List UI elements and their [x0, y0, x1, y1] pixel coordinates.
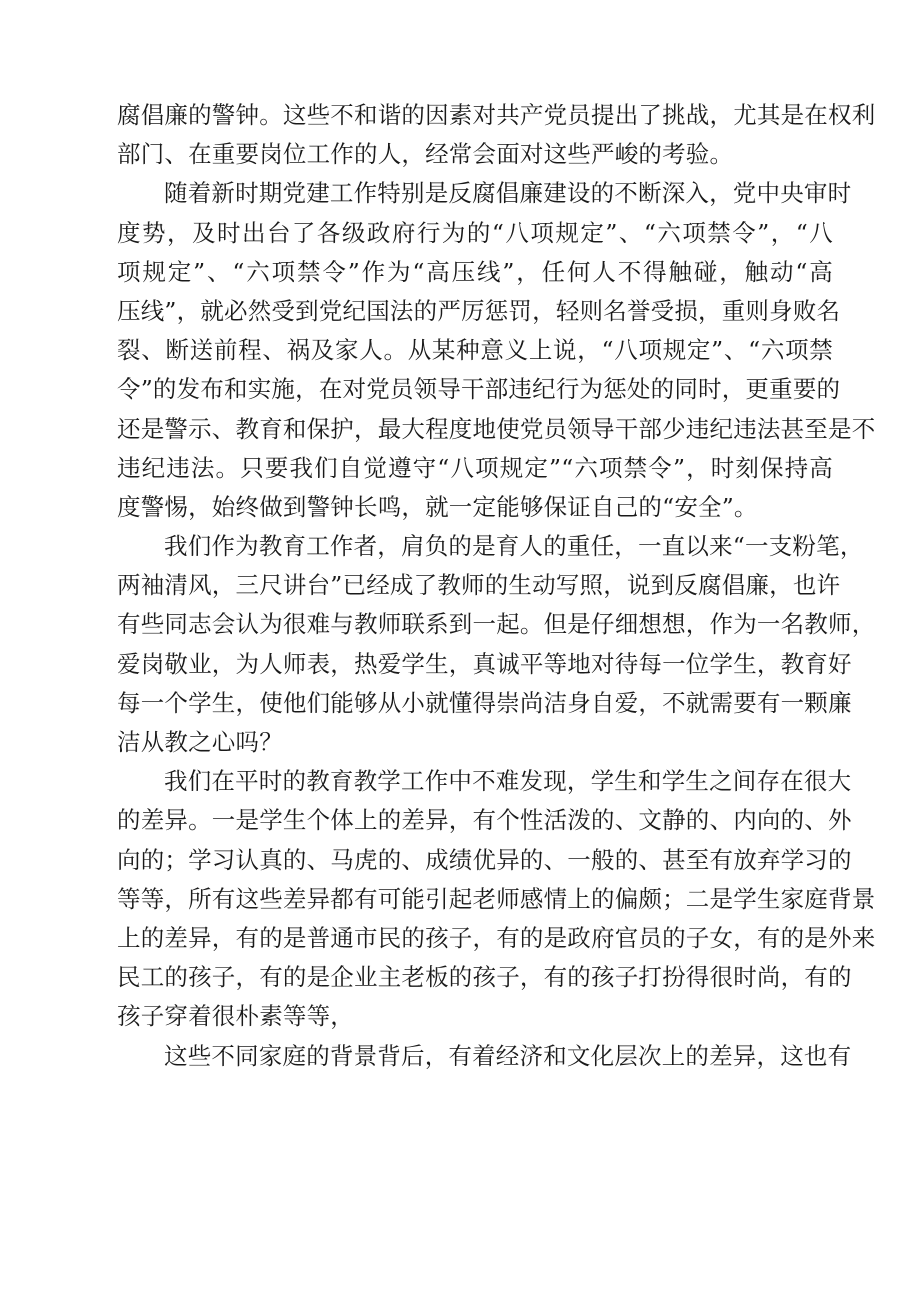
paragraph-start-line: 随着新时期党建工作特别是反腐倡廉建设的不断深入，党中央审时	[164, 179, 852, 208]
paragraph-start-line: 我们作为教育工作者，肩负的是育人的重任，一直以来“一支粉笔，	[164, 532, 864, 561]
text-line: 腐倡廉的警钟。这些不和谐的因素对共产党员提出了挑战，尤其是在权利	[117, 101, 876, 129]
text-line: 每一个学生，使他们能够从小就懂得崇尚洁身自爱，不就需要有一颗廉	[117, 688, 852, 717]
paragraph-end-line: 部门、在重要岗位工作的人，经常会面对这些严峻的考验。	[117, 140, 734, 169]
text-line: 民工的孩子，有的是企业主老板的孩子，有的孩子打扮得很时尚，有的	[117, 963, 852, 992]
text-line: 裂、断送前程、祸及家人。从某种意义上说，“八项规定”、“六项禁	[117, 336, 833, 365]
text-line: 向的；学习认真的、马虎的、成绩优异的、一般的、甚至有放弃学习的	[117, 845, 852, 874]
text-line: 项规定”、“六项禁令”作为“高压线”，任何人不得触碰，触动“高	[117, 257, 833, 286]
text-line: 还是警示、教育和保护，最大程度地使党员领导干部少违纪违法甚至是不	[117, 414, 876, 443]
paragraph-end-line: 孩子穿着很朴素等等，	[117, 1002, 354, 1031]
text-line: 压线”，就必然受到党纪国法的严厉惩罚，轻则名誉受损，重则身败名	[117, 296, 841, 325]
paragraph-end-line: 度警惕，始终做到警钟长鸣，就一定能够保证自己的“安全”。	[117, 492, 758, 521]
text-line: 上的差异，有的是普通市民的孩子，有的是政府官员的子女，有的是外来	[117, 923, 876, 952]
text-line: 令”的发布和实施，在对党员领导干部违纪行为惩处的同时，更重要的	[117, 375, 841, 404]
paragraph-start-line: 这些不同家庭的背景背后，有着经济和文化层次上的差异，这也有	[164, 1041, 852, 1070]
paragraph-end-line: 洁从教之心吗？	[117, 728, 283, 756]
text-line: 的差异。一是学生个体上的差异，有个性活泼的、文静的、内向的、外	[117, 806, 852, 835]
text-line: 违纪违法。只要我们自觉遵守“八项规定”“六项禁令”，时刻保持高	[117, 453, 833, 482]
body-text	[117, 96, 876, 1076]
text-line: 两袖清风，三尺讲台”已经成了教师的生动写照，说到反腐倡廉，也许	[117, 571, 841, 600]
text-line: 爱岗敬业，为人师表，热爱学生，真诚平等地对待每一位学生，教育好	[117, 649, 852, 678]
text-line: 有些同志会认为很难与教师联系到一起。但是仔细想想，作为一名教师，	[117, 610, 876, 639]
paragraph-start-line: 我们在平时的教育教学工作中不难发现，学生和学生之间存在很大	[164, 767, 852, 796]
text-line: 度势，及时出台了各级政府行为的“八项规定”、“六项禁令”，“八	[117, 218, 833, 247]
text-line: 等等，所有这些差异都有可能引起老师感情上的偏颇；二是学生家庭背景	[117, 884, 876, 913]
